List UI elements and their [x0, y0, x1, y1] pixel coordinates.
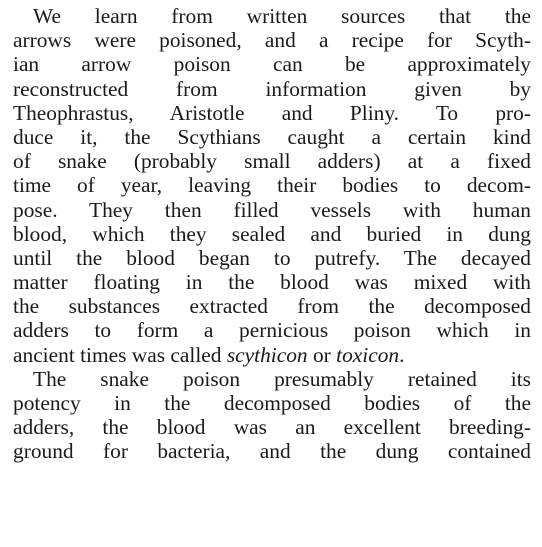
text-line: of snake (probably small adders) at a fixed — [13, 149, 531, 174]
text-line-final — [13, 343, 531, 367]
text-line: The snake poison presumably retained its — [33, 366, 531, 391]
text-segment: or — [307, 342, 337, 367]
text-line: potency in the decomposed bodies of the — [13, 391, 531, 415]
text-segment: . — [399, 342, 405, 367]
text-line: pose. They then filled vessels with human — [13, 197, 531, 222]
text-line: blood, which they sealed and buried in dung — [13, 221, 531, 246]
text-line: time of year, leaving their bodies to decom- — [13, 173, 531, 198]
term-scythicon: scythicon — [226, 342, 308, 367]
text-line: reconstructed from information given by — [13, 76, 531, 101]
text-line: We learn from written sources that the — [33, 4, 531, 28]
text-line: ian arrow poison can be approximately — [13, 52, 531, 77]
paragraph-1 — [13, 4, 531, 367]
text-line: Theophrastus, Aristotle and Pliny. To pro- — [13, 100, 531, 125]
text-line: matter floating in the blood was mixed with — [13, 270, 531, 295]
text-line: adders to form a pernicious poison which in — [13, 318, 531, 343]
text-line: ground for bacteria, and the dung contained — [13, 439, 531, 464]
text-line: duce it, the Scythians caught a certain kind — [13, 124, 531, 149]
text-line: arrows were poisoned, and a recipe for Scyth- — [13, 28, 531, 53]
text-line: the substances extracted from the decomposed — [13, 294, 531, 319]
document-page — [13, 4, 531, 464]
text-line: adders, the blood was an excellent breeding- — [13, 415, 531, 440]
paragraph-2 — [13, 367, 531, 464]
text-segment: ancient times was called — [13, 342, 227, 367]
text-line: until the blood began to putrefy. The decayed — [13, 245, 531, 270]
term-toxicon: toxicon — [336, 342, 400, 367]
